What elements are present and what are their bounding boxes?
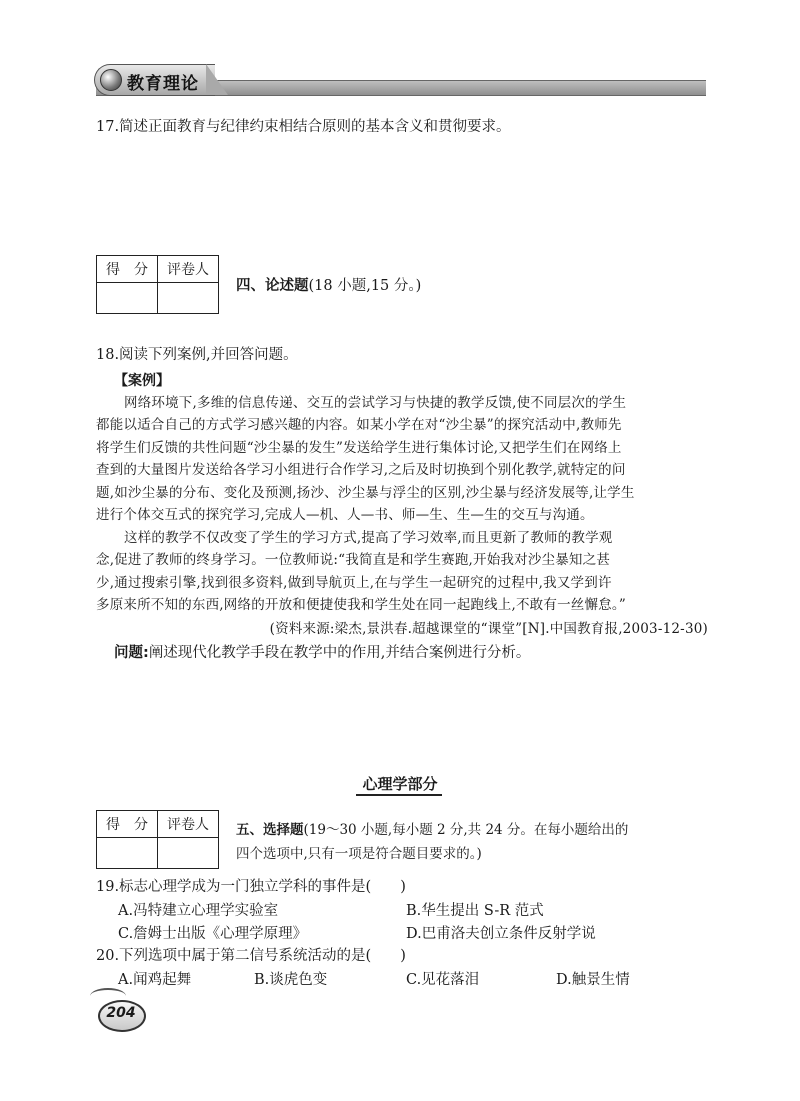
- case-line: 进行个体交互式的探究学习,完成人—机、人—书、师—生、生—生的交互与沟通。: [96, 507, 594, 524]
- case-line: 都能以适合自己的方式学习感兴趣的内容。如某小学在对“沙尘暴”的探究活动中,教师先: [96, 417, 622, 434]
- question-18-prompt: [114, 642, 530, 664]
- case-source: (资料来源:梁杰,景洪春.超越课堂的“课堂”[N].中国教育报,2003-12-30): [269, 621, 708, 637]
- header-bullet-icon: [100, 69, 122, 91]
- question-18: 18.阅读下列案例,并回答问题。: [96, 347, 298, 363]
- grade-box-score-cell[interactable]: [97, 283, 158, 314]
- header-tab-slant: [206, 64, 228, 95]
- section-5-note-line2: 四个选项中,只有一项是符合题目要求的。): [236, 846, 482, 862]
- grade-box-2: [96, 810, 219, 869]
- grade-box-score-cell[interactable]: [97, 838, 158, 869]
- case-line: 这样的教学不仅改变了学生的学习方式,提高了学习效率,而且更新了教师的教学观: [124, 530, 613, 546]
- title-underline: [356, 794, 442, 796]
- case-line: 少,通过搜索引擎,找到很多资料,做到导航页上,在与学生一起研究的过程中,我又学到许: [96, 574, 612, 591]
- grade-box-score-header: 得 分: [97, 256, 158, 283]
- psych-section-title: 心理学部分: [362, 775, 438, 793]
- q19-option-c[interactable]: C.詹姆士出版《心理学原理》: [118, 926, 308, 942]
- question-19: 19.标志心理学成为一门独立学科的事件是( ): [96, 879, 406, 895]
- case-line: 多原来所不知的东西,网络的开放和便捷使我和学生处在同一起跑线上,不敢有一丝懈怠。”: [96, 597, 626, 614]
- section-4-heading: [236, 274, 421, 298]
- q20-option-d[interactable]: D.触景生情: [556, 972, 630, 988]
- question-20: 20.下列选项中属于第二信号系统活动的是( ): [96, 948, 406, 964]
- case-line: 查到的大量图片发送给各学习小组进行合作学习,之后及时切换到个别化教学,就特定的问: [96, 462, 626, 479]
- section-5-heading: [236, 818, 628, 866]
- q19-option-d[interactable]: D.巴甫洛夫创立条件反射学说: [406, 926, 596, 942]
- q19-option-a[interactable]: A.冯特建立心理学实验室: [118, 903, 279, 919]
- page-number: 204: [106, 1005, 136, 1021]
- grade-box-grader-cell[interactable]: [158, 838, 219, 869]
- case-paragraph-2: [96, 527, 708, 617]
- question-17: 17.简述正面教育与纪律约束相结合原则的基本含义和贯彻要求。: [96, 119, 511, 135]
- section-5-note-line1: (19～30 小题,每小题 2 分,共 24 分。在每小题给出的: [303, 822, 629, 838]
- q20-option-b[interactable]: B.谈虎色变: [254, 972, 328, 988]
- grade-box-score-header: 得 分: [97, 811, 158, 838]
- section-4-note: (18 小题,15 分。): [308, 278, 422, 294]
- q19-option-b[interactable]: B.华生提出 S-R 范式: [406, 903, 544, 919]
- section-5-label: 五、选择题: [236, 822, 304, 838]
- case-label: 【案例】: [114, 373, 170, 389]
- grade-box-grader-header: 评卷人: [158, 811, 219, 838]
- question-label: 问题:: [114, 645, 149, 661]
- grade-box-grader-cell[interactable]: [158, 283, 219, 314]
- q20-option-c[interactable]: C.见花落泪: [406, 972, 480, 988]
- grade-box-1: [96, 255, 219, 314]
- grade-box-grader-header: 评卷人: [158, 256, 219, 283]
- case-line: 念,促进了教师的终身学习。一位教师说:“我简直是和学生赛跑,开始我对沙尘暴知之甚: [96, 552, 611, 569]
- case-line: 题,如沙尘暴的分布、变化及预测,扬沙、沙尘暴与浮尘的区别,沙尘暴与经济发展等,让学生: [96, 484, 635, 501]
- case-line: 网络环境下,多维的信息传递、交互的尝试学习与快捷的教学反馈,使不同层次的学生: [124, 395, 627, 411]
- question-text: 阐述现代化教学手段在教学中的作用,并结合案例进行分析。: [148, 645, 531, 661]
- q20-option-a[interactable]: A.闻鸡起舞: [118, 972, 192, 988]
- case-line: 将学生们反馈的共性问题“沙尘暴的发生”发送给学生进行集体讨论,又把学生们在网络上: [96, 439, 622, 456]
- header-title: 教育理论: [127, 74, 199, 94]
- case-paragraph-1: [96, 392, 708, 526]
- section-4-label: 四、论述题: [236, 278, 309, 294]
